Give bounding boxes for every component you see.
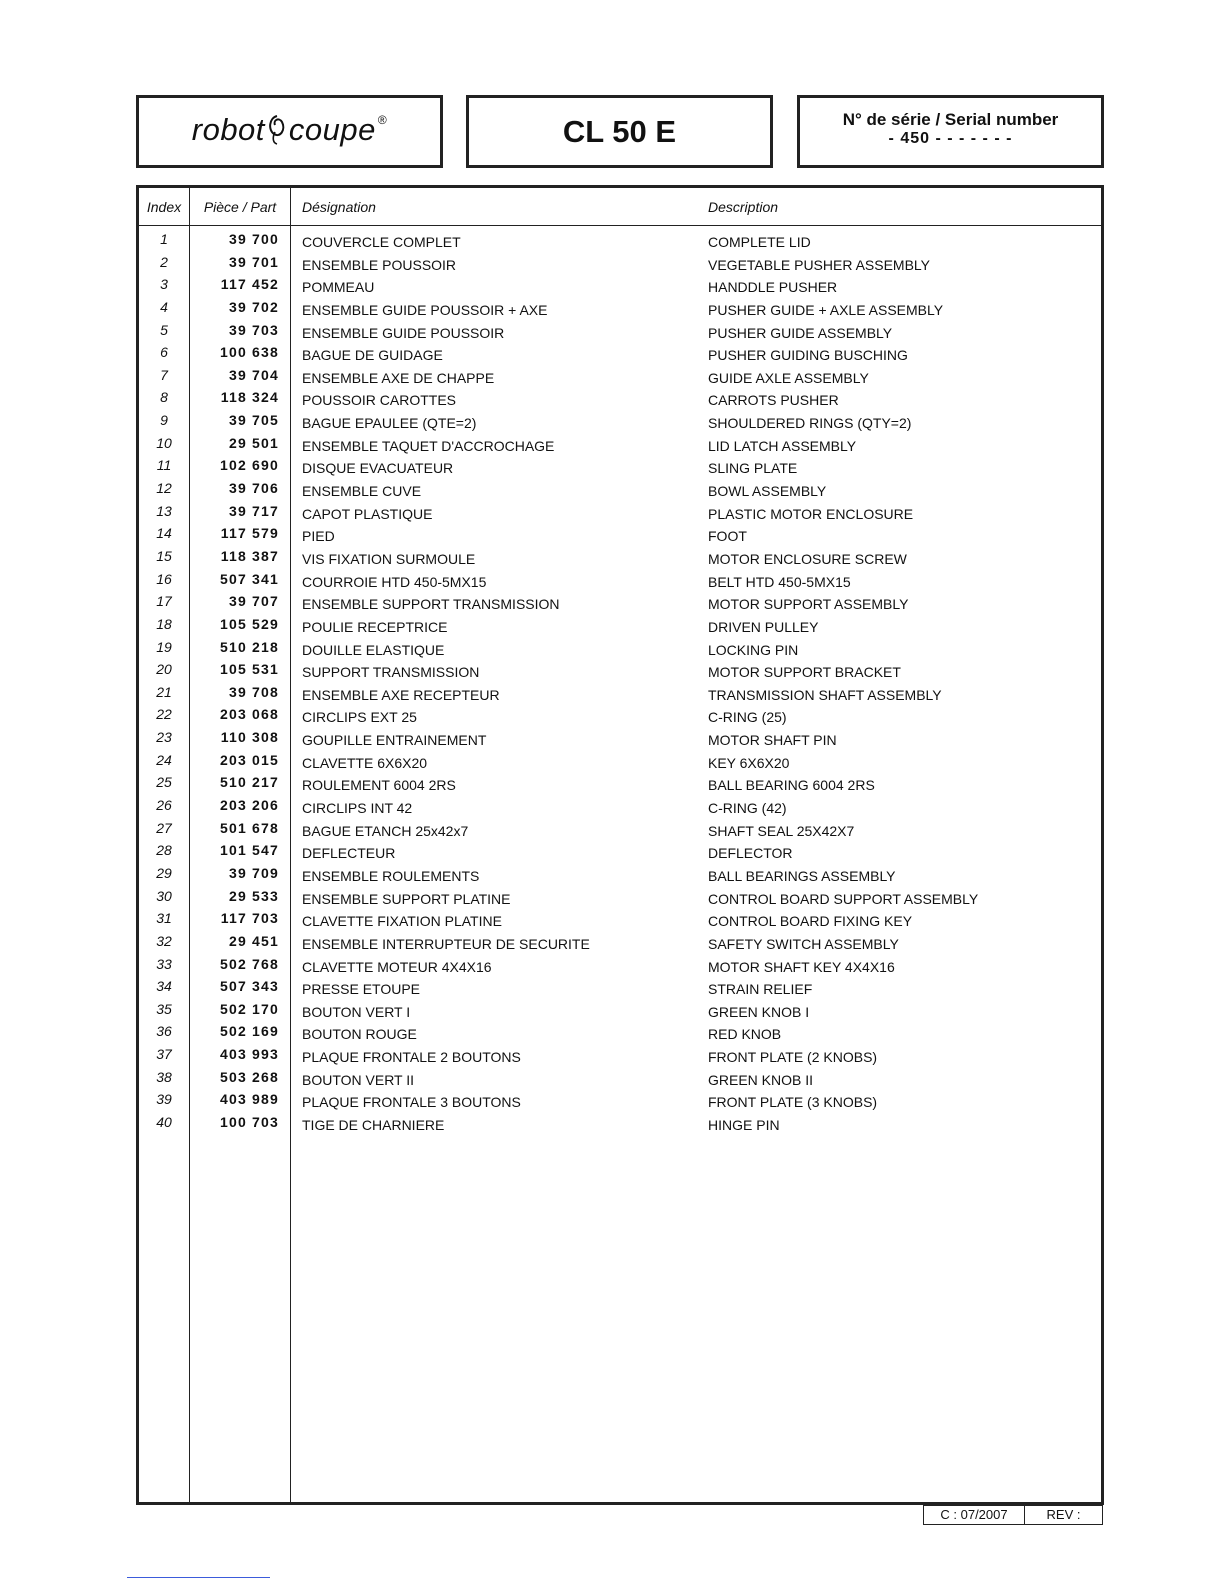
row-designation: PLAQUE FRONTALE 2 BOUTONS [302,1049,521,1066]
table-row [139,1023,1101,1046]
row-part-number: 101 547 [219,842,279,859]
row-index: 25 [156,774,172,791]
row-index: 7 [160,366,168,383]
row-part-number: 29 501 [228,434,279,451]
row-part-number: 39 701 [228,253,279,270]
registered-mark: ® [377,113,388,127]
row-description: LID LATCH ASSEMBLY [708,437,857,454]
row-index: 20 [156,661,172,678]
row-description: MOTOR SUPPORT ASSEMBLY [708,596,909,613]
row-description: BALL BEARINGS ASSEMBLY [708,867,896,884]
table-row [139,254,1101,277]
row-designation: ENSEMBLE ROULEMENTS [302,867,480,884]
row-designation: BAGUE EPAULEE (QTE=2) [302,415,477,432]
row-part-number: 105 531 [219,661,279,678]
row-part-number: 502 768 [219,955,279,972]
row-designation: VIS FIXATION SURMOULE [302,550,476,567]
brand-swirl-icon [266,112,288,146]
row-part-number: 100 638 [219,344,279,361]
row-part-number: 117 703 [220,910,279,927]
row-index: 22 [156,706,172,723]
row-index: 32 [156,932,172,949]
row-designation: DISQUE EVACUATEUR [302,460,454,477]
table-row [139,1091,1101,1114]
header-divider [139,225,1101,226]
row-designation: POULIE RECEPTRICE [302,618,448,635]
row-index: 36 [156,1023,172,1040]
row-index: 23 [156,729,172,746]
parts-table [136,185,1104,1505]
brand-logo-box [136,95,443,168]
row-part-number: 403 993 [219,1046,279,1063]
row-index: 8 [160,389,168,406]
table-row [139,616,1101,639]
row-description: MOTOR SUPPORT BRACKET [708,664,901,681]
table-row [139,435,1101,458]
row-designation: ENSEMBLE SUPPORT TRANSMISSION [302,596,560,613]
revision-label: REV : [1046,1507,1081,1522]
row-part-number: 118 324 [220,389,279,406]
row-designation: ENSEMBLE GUIDE POUSSOIR + AXE [302,301,548,318]
model-name: CL 50 E [562,114,677,149]
row-description: CARROTS PUSHER [708,392,839,409]
row-index: 26 [156,797,172,814]
row-description: GREEN KNOB II [708,1071,814,1088]
table-body [139,231,1101,1137]
row-designation: POMMEAU [302,279,375,296]
row-index: 11 [156,457,172,474]
revision-footer [923,1505,1103,1525]
row-part-number: 102 690 [219,457,279,474]
row-part-number: 117 579 [220,525,279,542]
row-part-number: 403 989 [219,1091,279,1108]
row-index: 5 [160,321,168,338]
row-index: 6 [160,344,168,361]
row-description: MOTOR ENCLOSURE SCREW [708,550,907,567]
row-designation: POUSSOIR CAROTTES [302,392,457,409]
row-designation: ENSEMBLE TAQUET D'ACCROCHAGE [302,437,555,454]
row-part-number: 39 703 [228,321,279,338]
table-row [139,276,1101,299]
row-index: 40 [156,1113,172,1130]
row-description: HANDDLE PUSHER [708,279,838,296]
row-description: VEGETABLE PUSHER ASSEMBLY [708,256,931,273]
row-designation: ROULEMENT 6004 2RS [302,777,456,794]
row-index: 30 [156,887,172,904]
table-row [139,797,1101,820]
row-part-number: 118 387 [220,547,279,564]
table-row [139,344,1101,367]
table-row [139,684,1101,707]
row-description: STRAIN RELIEF [708,981,813,998]
table-row [139,661,1101,684]
row-description: BALL BEARING 6004 2RS [708,777,875,794]
row-part-number: 39 702 [228,298,279,315]
row-designation: DOUILLE ELASTIQUE [302,641,445,658]
row-description: FOOT [708,528,747,545]
row-designation: ENSEMBLE POUSSOIR [302,256,457,273]
row-description: C-RING (42) [708,800,787,817]
row-designation: CAPOT PLASTIQUE [302,505,433,522]
row-index: 27 [156,819,172,836]
table-row [139,457,1101,480]
row-description: PUSHER GUIDING BUSCHING [708,347,908,364]
revision-code: C : 07/2007 [940,1507,1008,1522]
row-index: 15 [156,547,172,564]
row-description: BOWL ASSEMBLY [708,483,827,500]
row-description: MOTOR SHAFT PIN [708,732,837,749]
column-header-description: Description [708,199,779,215]
row-designation: ENSEMBLE SUPPORT PLATINE [302,890,511,907]
row-part-number: 503 268 [219,1068,279,1085]
table-row [139,503,1101,526]
row-description: PLASTIC MOTOR ENCLOSURE [708,505,914,522]
row-description: SHAFT SEAL 25X42X7 [708,822,855,839]
bottom-link-underline [127,1577,270,1578]
table-row [139,706,1101,729]
row-part-number: 39 706 [228,480,279,497]
row-description: CONTROL BOARD FIXING KEY [708,913,913,930]
row-description: C-RING (25) [708,709,787,726]
row-designation: DEFLECTEUR [302,845,396,862]
row-part-number: 39 717 [228,502,279,519]
row-description: SAFETY SWITCH ASSEMBLY [708,935,899,952]
table-row [139,1046,1101,1069]
row-part-number: 39 700 [228,231,279,247]
row-description: GREEN KNOB I [708,1003,810,1020]
row-index: 10 [156,434,172,451]
row-description: LOCKING PIN [708,641,799,658]
row-part-number: 502 169 [219,1023,279,1040]
row-designation: CLAVETTE 6X6X20 [302,754,428,771]
row-description: KEY 6X6X20 [708,754,790,771]
row-part-number: 117 452 [220,276,279,293]
brand-text-left: robot [191,112,265,147]
row-description: MOTOR SHAFT KEY 4X4X16 [708,958,895,975]
row-part-number: 105 529 [219,615,279,632]
row-index: 24 [156,751,172,768]
row-index: 35 [156,1000,172,1017]
row-designation: BAGUE ETANCH 25x42x7 [302,822,469,839]
row-designation: ENSEMBLE AXE DE CHAPPE [302,369,495,386]
row-index: 13 [156,502,172,519]
row-designation: PLAQUE FRONTALE 3 BOUTONS [302,1094,521,1111]
table-row [139,774,1101,797]
row-designation: ENSEMBLE GUIDE POUSSOIR [302,324,505,341]
row-designation: SUPPORT TRANSMISSION [302,664,480,681]
row-designation: COUVERCLE COMPLET [302,234,461,250]
serial-box [797,95,1104,168]
row-part-number: 39 708 [228,683,279,700]
row-index: 21 [156,683,172,700]
table-row [139,639,1101,662]
row-part-number: 39 709 [228,864,279,881]
brand-text-right: coupe [288,112,376,147]
row-index: 19 [156,638,172,655]
row-index: 1 [160,231,168,247]
row-part-number: 203 068 [219,706,279,723]
model-box [466,95,773,168]
table-row [139,729,1101,752]
row-designation: CIRCLIPS INT 42 [302,800,413,817]
row-description: RED KNOB [708,1026,782,1043]
row-designation: ENSEMBLE CUVE [302,483,422,500]
row-index: 38 [156,1068,172,1085]
row-designation: CIRCLIPS EXT 25 [302,709,417,726]
row-designation: BOUTON VERT II [302,1071,415,1088]
table-row [139,1001,1101,1024]
row-part-number: 510 218 [219,638,279,655]
row-part-number: 502 170 [219,1000,279,1017]
row-index: 31 [156,910,172,927]
row-part-number: 29 533 [228,887,279,904]
row-index: 17 [156,593,172,610]
row-index: 29 [156,864,172,881]
row-description: COMPLETE LID [708,234,811,250]
row-description: SLING PLATE [708,460,798,477]
serial-value: - 450 - - - - - - - [888,130,1013,147]
row-part-number: 39 707 [228,593,279,610]
row-description: SHOULDERED RINGS (QTY=2) [708,415,912,432]
row-index: 28 [156,842,172,859]
row-part-number: 39 705 [228,412,279,429]
row-index: 37 [156,1046,172,1063]
row-index: 39 [156,1091,172,1108]
table-row [139,865,1101,888]
row-index: 18 [156,615,172,632]
table-row [139,888,1101,911]
row-part-number: 507 343 [219,978,279,995]
table-row [139,752,1101,775]
row-designation: ENSEMBLE AXE RECEPTEUR [302,686,500,703]
row-part-number: 39 704 [228,366,279,383]
row-index: 9 [160,412,168,429]
table-row [139,1114,1101,1137]
table-row [139,571,1101,594]
table-row [139,525,1101,548]
table-row [139,820,1101,843]
row-index: 14 [156,525,172,542]
column-header-part: Pièce / Part [203,199,277,215]
row-designation: BOUTON VERT I [302,1003,411,1020]
table-row [139,933,1101,956]
table-row [139,593,1101,616]
row-part-number: 110 308 [220,729,279,746]
table-row [139,322,1101,345]
column-header-index: Index [146,199,182,215]
row-part-number: 510 217 [219,774,279,791]
row-part-number: 501 678 [219,819,279,836]
row-index: 34 [156,978,172,995]
table-row [139,367,1101,390]
table-row [139,1069,1101,1092]
row-designation: ENSEMBLE INTERRUPTEUR DE SECURITE [302,935,590,952]
row-designation: BOUTON ROUGE [302,1026,417,1043]
row-description: DEFLECTOR [708,845,793,862]
row-description: DRIVEN PULLEY [708,618,819,635]
table-row [139,548,1101,571]
row-description: FRONT PLATE (3 KNOBS) [708,1094,878,1111]
table-row [139,299,1101,322]
table-row [139,956,1101,979]
row-index: 2 [160,253,168,270]
row-designation: CLAVETTE FIXATION PLATINE [302,913,502,930]
row-description: CONTROL BOARD SUPPORT ASSEMBLY [708,890,979,907]
serial-label: N° de série / Serial number [842,110,1059,129]
row-part-number: 29 451 [228,932,279,949]
row-description: PUSHER GUIDE ASSEMBLY [708,324,893,341]
row-description: PUSHER GUIDE + AXLE ASSEMBLY [708,301,944,318]
row-designation: CLAVETTE MOTEUR 4X4X16 [302,958,492,975]
row-index: 4 [160,298,168,315]
row-designation: PIED [302,528,335,545]
table-row [139,412,1101,435]
column-header-designation: Désignation [302,199,376,215]
row-index: 16 [156,570,172,587]
table-row [139,231,1101,254]
row-description: GUIDE AXLE ASSEMBLY [708,369,869,386]
row-description: HINGE PIN [708,1116,780,1133]
table-row [139,389,1101,412]
row-part-number: 507 341 [219,570,279,587]
table-row [139,978,1101,1001]
row-index: 12 [156,480,172,497]
table-row [139,480,1101,503]
table-row [139,910,1101,933]
row-description: FRONT PLATE (2 KNOBS) [708,1049,878,1066]
row-part-number: 203 015 [219,751,279,768]
table-row [139,842,1101,865]
brand-logo [139,112,440,148]
row-part-number: 203 206 [219,797,279,814]
row-description: BELT HTD 450-5MX15 [708,573,851,590]
row-designation: GOUPILLE ENTRAINEMENT [302,732,487,749]
row-part-number: 100 703 [219,1113,279,1130]
row-designation: PRESSE ETOUPE [302,981,421,998]
row-designation: COURROIE HTD 450-5MX15 [302,573,487,590]
row-index: 3 [160,276,168,293]
row-designation: BAGUE DE GUIDAGE [302,347,443,364]
row-designation: TIGE DE CHARNIERE [302,1116,445,1133]
row-description: TRANSMISSION SHAFT ASSEMBLY [708,686,942,703]
row-index: 33 [156,955,172,972]
